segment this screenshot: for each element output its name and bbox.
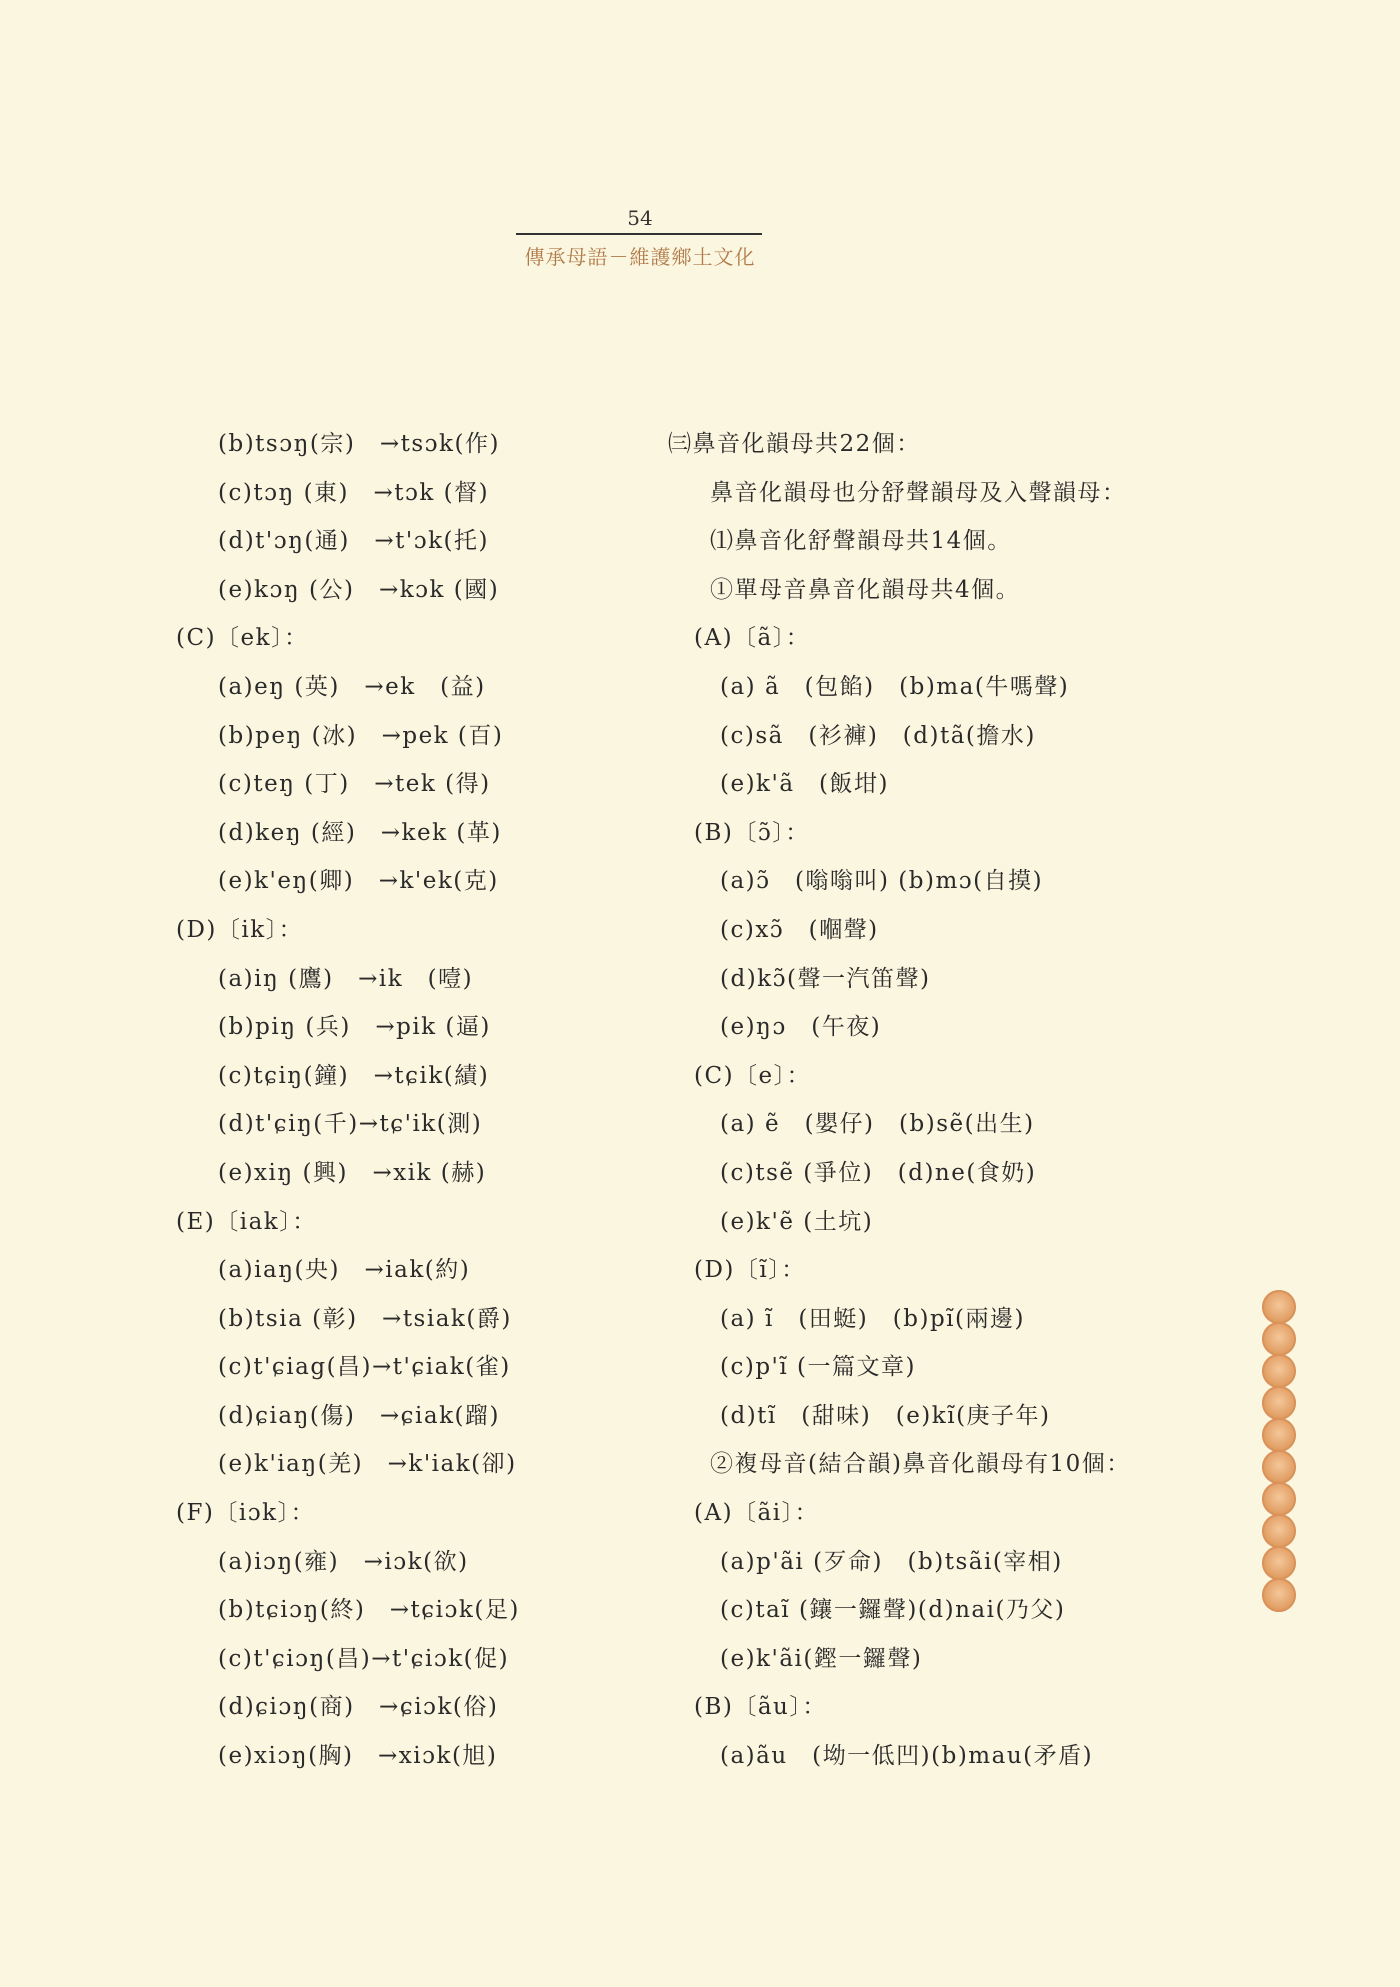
right-column	[668, 428, 1228, 1789]
text-line: (e)k'ãi(鏗一鑼聲)	[720, 1645, 923, 1672]
text-line: (a) ã (包餡) (b)ma(牛嗎聲)	[720, 673, 1070, 700]
text-line: (d)tĩ (甜味) (e)kĩ(庚子年)	[720, 1402, 1051, 1429]
text-line: (b)tsɔŋ(宗) →tsɔk(作)	[218, 431, 500, 457]
text-line: (e)k'eŋ(卿) →k'ek(克)	[218, 868, 499, 895]
section-heading: (C)〔ek〕：	[176, 625, 309, 652]
subsection-heading: (C)〔e〕：	[694, 1062, 812, 1089]
text-line: (a)iaŋ(央) →iak(約)	[218, 1257, 471, 1284]
subsection-heading: (D)〔ĩ〕：	[694, 1257, 806, 1284]
header-divider	[516, 233, 762, 235]
text-line: (c)p'ĩ (一篇文章)	[720, 1354, 916, 1381]
text-line: (c)tsẽ (爭位) (d)ne(食奶)	[720, 1159, 1037, 1186]
seal-ornament-icon	[1262, 1514, 1296, 1548]
text-line: (d)t'ɔŋ(通) →t'ɔk(托)	[218, 528, 489, 555]
subsection-heading: (B)〔ãu〕：	[694, 1694, 827, 1721]
text-line: (e)xiɔŋ(胸) →xiɔk(旭)	[218, 1743, 498, 1770]
subsection-heading: (A)〔ã〕：	[694, 625, 811, 652]
text-line: (a) ĩ (田蜓) (b)pĩ(兩邊)	[720, 1305, 1025, 1332]
text-line: (b)peŋ (冰) →pek (百)	[218, 722, 504, 749]
text-line: (a) ẽ (嬰仔) (b)sẽ(出生)	[720, 1111, 1035, 1138]
section-heading: (D)〔ik〕：	[176, 916, 304, 943]
text-line: (e)xiŋ (興) →xik (赫)	[218, 1159, 487, 1186]
text-line: (a)p'ãi (歹命) (b)tsãi(宰相)	[720, 1548, 1063, 1575]
text-line: (a)eŋ (英) →ek (益)	[218, 673, 486, 700]
text-line: (c)teŋ (丁) →tek (得)	[218, 771, 491, 798]
subsection-heading: (A)〔ãi〕：	[694, 1500, 820, 1527]
seal-ornament-icon	[1262, 1482, 1296, 1516]
text-line: (d)ɕiɔŋ(商) →ɕiɔk(俗)	[218, 1694, 499, 1721]
section-heading: (E)〔iak〕：	[176, 1208, 317, 1235]
text-line: (e)k'ã (飯坩)	[720, 771, 889, 798]
text-line: (b)piŋ (兵) →pik (逼)	[218, 1014, 491, 1041]
seal-ornament-icon	[1262, 1546, 1296, 1580]
text-line: (d)ɕiaŋ(傷) →ɕiak(蹓)	[218, 1402, 500, 1429]
text-line: ①單母音鼻音化韻母共4個。	[710, 576, 1021, 603]
page-number: 54	[627, 206, 653, 230]
text-line: 鼻音化韻母也分舒聲韻母及入聲韻母：	[710, 479, 1127, 506]
seal-ornament-icon	[1262, 1578, 1296, 1612]
text-line: (c)sã (衫褲) (d)tã(擔水)	[720, 722, 1036, 749]
text-line: (a)iŋ (鷹) →ik (噎)	[218, 965, 474, 992]
text-line: (d)t'ɕiŋ(千)→tɕ'ik(測)	[218, 1111, 483, 1138]
section-heading: (F)〔iɔk〕：	[176, 1500, 316, 1527]
text-line: (c)t'ɕiɔŋ(昌)→t'ɕiɔk(促)	[218, 1645, 510, 1672]
text-line: (c)tɕiŋ(鐘) →tɕik(績)	[218, 1062, 490, 1089]
seal-ornament-icon	[1262, 1418, 1296, 1452]
text-line: ⑴鼻音化舒聲韻母共14個。	[710, 528, 1012, 555]
subsection-heading: (B)〔ɔ̃〕：	[694, 819, 810, 846]
text-line: (e)kɔŋ (公) →kɔk (國)	[218, 576, 500, 603]
text-line: (e)k'iaŋ(羌) →k'iak(卻)	[218, 1451, 517, 1478]
text-line: (c)tɔŋ (東) →tɔk (督)	[218, 479, 490, 506]
text-line: ②複母音(結合韻)鼻音化韻母有10個：	[710, 1451, 1131, 1478]
running-header-title: 傳承母語－維護鄉土文化	[524, 245, 756, 269]
text-line: (b)tɕiɔŋ(終) →tɕiɔk(足)	[218, 1597, 520, 1624]
text-line: (c)taĩ (鑲一鑼聲)(d)nai(乃父)	[720, 1597, 1066, 1624]
text-line: (d)kɔ̃(聲一汽笛聲)	[720, 965, 931, 992]
text-line: (a)iɔŋ(雍) →iɔk(欲)	[218, 1548, 469, 1575]
seal-ornament-icon	[1262, 1322, 1296, 1356]
text-line: (e)k'ẽ (土坑)	[720, 1208, 874, 1235]
seal-ornament-icon	[1262, 1450, 1296, 1484]
text-line: (d)keŋ (經) →kek (革)	[218, 819, 502, 846]
left-column	[176, 428, 676, 1789]
text-line: (c)xɔ̃ (嗰聲)	[720, 916, 879, 943]
seal-ornament-icon	[1262, 1386, 1296, 1420]
seal-ornament-icon	[1262, 1354, 1296, 1388]
seal-ornament-icon	[1262, 1290, 1296, 1324]
text-line: (c)t'ɕiag(昌)→t'ɕiak(雀)	[218, 1354, 511, 1381]
section-heading: ㈢鼻音化韻母共22個：	[668, 431, 921, 457]
text-line: (a)ɔ̃ (嗡嗡叫) (b)mɔ(自摸)	[720, 868, 1044, 895]
decorative-seal-strip	[1262, 1290, 1296, 1610]
text-line: (b)tsia (彰) →tsiak(爵)	[218, 1305, 512, 1332]
text-line: (a)ãu (坳一低凹)(b)mau(矛盾)	[720, 1743, 1094, 1770]
text-line: (e)ŋɔ (午夜)	[720, 1014, 882, 1041]
